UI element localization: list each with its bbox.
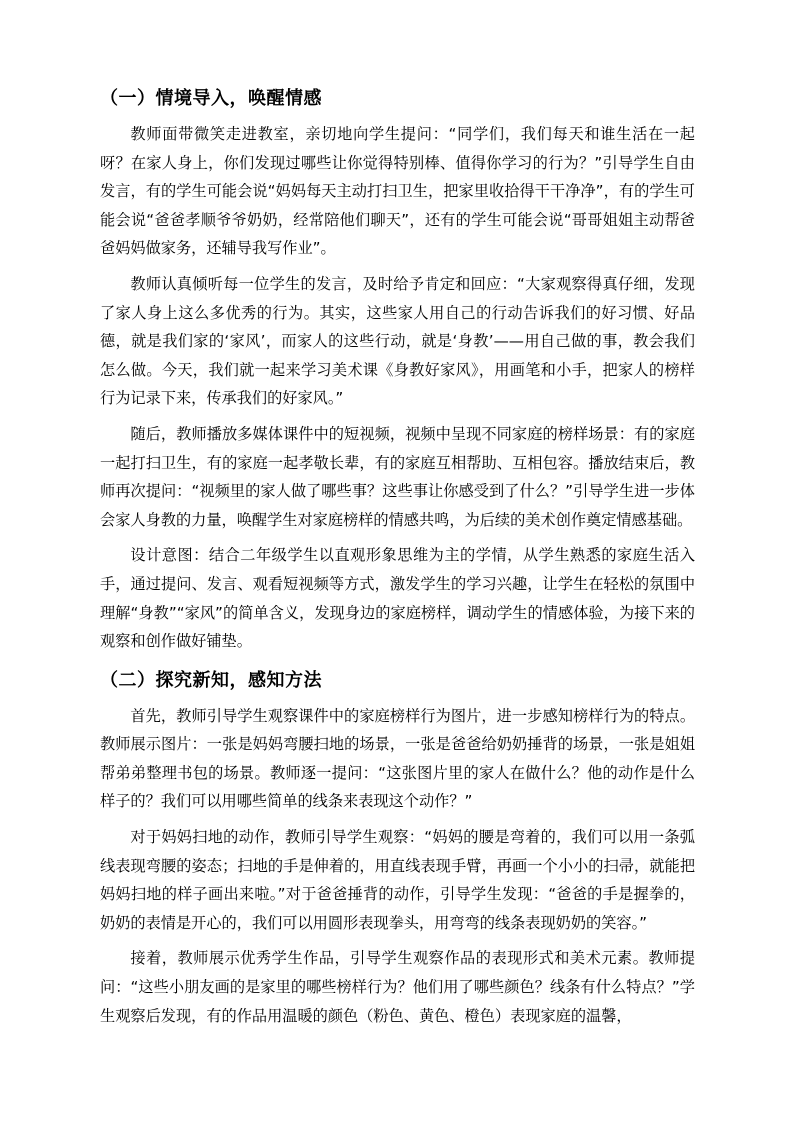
paragraph: 教师认真倾听每一位学生的发言，及时给予肯定和回应：“大家观察得真仔细，发现了家人身上这么多优秀的行为。其实，这些家人用自己的行动告诉我们的好习惯、好品德，就是我们家的‘家风’，而家人的这些行动，就是‘身教’——用自己做的事，教会我们怎么做。今天，我们就一起来学习美术课《身教好家风》，用画笔和小手，把家人的榜样行为记录下来，传承我们的好家风。” <box>100 274 695 408</box>
paragraph: 接着，教师展示优秀学生作品，引导学生观察作品的表现形式和美术元素。教师提问：“这些小朋友画的是家里的哪些榜样行为？他们用了哪些颜色？线条有什么特点？”学生观察后发现，有的作品用温暖的颜色（粉色、黄色、橙色）表现家庭的温馨， <box>100 949 695 1025</box>
section-heading-2: （二）探究新知，感知方法 <box>100 669 322 691</box>
document-page <box>100 86 695 1037</box>
paragraph: 随后，教师播放多媒体课件中的短视频，视频中呈现不同家庭的榜样场景：有的家庭一起打扫卫生，有的家庭一起孝敬长辈，有的家庭互相帮助、互相包容。播放结束后，教师再次提问：“视频里的家人做了哪些事？这些事让你感受到了什么？”引导学生进一步体会家人身教的力量，唤醒学生对家庭榜样的情感共鸣，为后续的美术创作奠定情感基础。 <box>100 424 695 529</box>
paragraph: 对于妈妈扫地的动作，教师引导学生观察：“妈妈的腰是弯着的，我们可以用一条弧线表现弯腰的姿态；扫地的手是伸着的，用直线表现手臂，再画一个小小的扫帚，就能把妈妈扫地的样子画出来啦。”对于爸爸捶背的动作，引导学生发现：“爸爸的手是握拳的，奶奶的表情是开心的，我们可以用圆形表现拳头，用弯弯的线条表现奶奶的笑容。” <box>100 828 695 932</box>
paragraph: 设计意图：结合二年级学生以直观形象思维为主的学情，从学生熟悉的家庭生活入手，通过提问、发言、观看短视频等方式，激发学生的学习兴趣，让学生在轻松的氛围中理解“身教”“家风”的简单含义，发现身边的家庭榜样，调动学生的情感体验，为接下来的观察和创作做好铺垫。 <box>100 546 695 651</box>
section-heading-1: （一）情境导入，唤醒情感 <box>100 88 322 109</box>
paragraph: 首先，教师引导学生观察课件中的家庭榜样行为图片，进一步感知榜样行为的特点。教师展示图片：一张是妈妈弯腰扫地的场景，一张是爸爸给奶奶捶背的场景，一张是姐姐帮弟弟整理书包的场景。教师逐一提问：“这张图片里的家人在做什么？他的动作是什么样子的？我们可以用哪些简单的线条来表现这个动作？” <box>100 706 695 811</box>
paragraph: 教师面带微笑走进教室，亲切地向学生提问：“同学们，我们每天和谁生活在一起呀？在家人身上，你们发现过哪些让你觉得特别棒、值得你学习的行为？”引导学生自由发言，有的学生可能会说“妈妈每天主动打扫卫生，把家里收拾得干干净净”，有的学生可能会说“爸爸孝顺爷爷奶奶，经常陪他们聊天”，还有的学生可能会说“哥哥姐姐主动帮爸爸妈妈做家务，还辅导我写作业”。 <box>100 125 695 258</box>
